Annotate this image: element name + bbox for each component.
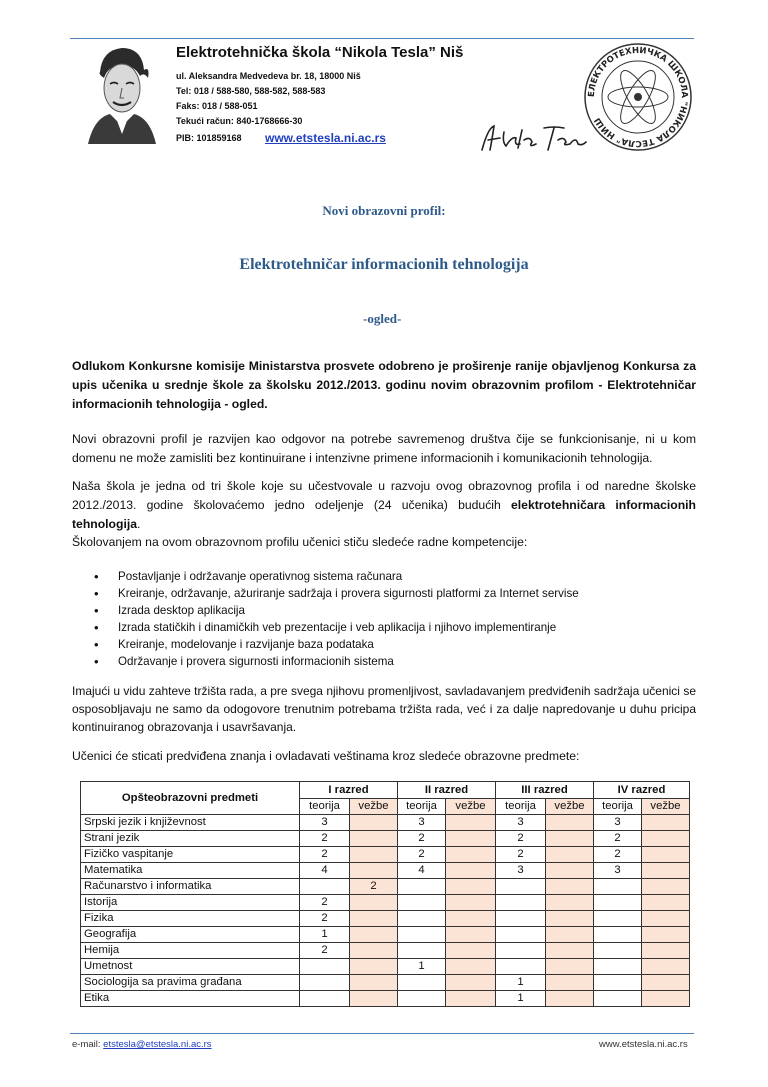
practice-hours-cell — [350, 863, 398, 879]
footer-email — [72, 1039, 212, 1050]
school-name: Elektrotehnička škola “Nikola Tesla” Niš — [176, 44, 464, 61]
table-subheader-theory: teorija — [300, 799, 350, 815]
list-item: • Postavljanje i održavanje operativnog sistema računara — [72, 568, 579, 585]
theory-hours-cell — [398, 975, 446, 991]
pilot-tag: -ogled- — [363, 311, 402, 326]
practice-hours-cell — [546, 831, 594, 847]
school-website-link[interactable]: www.etstesla.ni.ac.rs — [265, 131, 386, 145]
practice-hours-cell — [350, 959, 398, 975]
practice-hours-cell — [446, 911, 496, 927]
practice-hours-cell — [350, 815, 398, 831]
theory-hours-cell: 2 — [398, 847, 446, 863]
practice-hours-cell — [546, 943, 594, 959]
theory-hours-cell: 2 — [300, 911, 350, 927]
practice-hours-cell — [642, 895, 690, 911]
tesla-signature-image — [478, 122, 590, 156]
theory-hours-cell: 3 — [398, 815, 446, 831]
practice-hours-cell — [350, 991, 398, 1007]
theory-hours-cell — [496, 943, 546, 959]
practice-hours-cell — [446, 991, 496, 1007]
theory-hours-cell — [594, 943, 642, 959]
practice-hours-cell — [546, 815, 594, 831]
table-row — [81, 831, 690, 847]
theory-hours-cell — [594, 991, 642, 1007]
table-row — [81, 943, 690, 959]
table-header-subjects: Opšteobrazovni predmeti — [81, 782, 300, 815]
theory-hours-cell: 2 — [300, 895, 350, 911]
paragraph-competencies-intro: Školovanjem na ovom obrazovnom profilu učenici stiču sledeće radne kompetencije: — [72, 535, 528, 549]
practice-hours-cell — [350, 831, 398, 847]
list-item: • Izrada desktop aplikacija — [72, 602, 579, 619]
theory-hours-cell: 2 — [300, 943, 350, 959]
practice-hours-cell — [446, 815, 496, 831]
theory-hours-cell — [496, 911, 546, 927]
theory-hours-cell: 2 — [496, 831, 546, 847]
practice-hours-cell — [642, 831, 690, 847]
table-row — [81, 847, 690, 863]
table-subheader-practice: vežbe — [642, 799, 690, 815]
theory-hours-cell: 3 — [300, 815, 350, 831]
practice-hours-cell — [546, 895, 594, 911]
practice-hours-cell — [446, 847, 496, 863]
practice-hours-cell — [546, 863, 594, 879]
p3-text-after: . — [137, 517, 141, 531]
theory-hours-cell: 1 — [496, 991, 546, 1007]
subtitle-new-profile: Novi obrazovni profil: — [322, 203, 446, 218]
theory-hours-cell — [594, 895, 642, 911]
practice-hours-cell — [446, 927, 496, 943]
header-rule — [70, 38, 694, 39]
practice-hours-cell — [546, 975, 594, 991]
theory-hours-cell — [496, 895, 546, 911]
paragraph-announcement: Odlukom Konkursne komisije Ministarstva prosvete odobreno je proširenje ranije objavljenog Konkursa za upis učenika u srednje škole za školsku 2012./2013. godinu novim obrazovnim profilom - Elektrotehničar informacionih tehnologija - ogled. — [72, 359, 696, 411]
practice-hours-cell — [446, 879, 496, 895]
theory-hours-cell — [398, 911, 446, 927]
theory-hours-cell — [594, 975, 642, 991]
school-account: Tekući račun: 840-1768666-30 — [176, 116, 303, 126]
practice-hours-cell — [642, 847, 690, 863]
subjects-table — [80, 781, 690, 1007]
table-row — [81, 991, 690, 1007]
theory-hours-cell: 3 — [594, 815, 642, 831]
theory-hours-cell: 2 — [300, 831, 350, 847]
footer-rule — [70, 1033, 694, 1034]
theory-hours-cell: 1 — [496, 975, 546, 991]
theory-hours-cell: 3 — [496, 815, 546, 831]
subject-name: Hemija — [81, 943, 300, 959]
theory-hours-cell — [398, 991, 446, 1007]
list-item: • Kreiranje, održavanje, ažuriranje sadržaja i provera sigurnosti platformi za Internet servise — [72, 585, 579, 602]
theory-hours-cell: 2 — [594, 831, 642, 847]
theory-hours-cell — [594, 959, 642, 975]
subject-name: Etika — [81, 991, 300, 1007]
table-subheader-practice: vežbe — [446, 799, 496, 815]
practice-hours-cell — [446, 943, 496, 959]
practice-hours-cell — [642, 975, 690, 991]
theory-hours-cell — [398, 895, 446, 911]
table-row — [81, 927, 690, 943]
subject-name: Računarstvo i informatika — [81, 879, 300, 895]
table-header-year-3: III razred — [496, 782, 594, 799]
footer-email-link[interactable]: etstesla@etstesla.ni.ac.rs — [103, 1039, 212, 1050]
subject-name: Fizika — [81, 911, 300, 927]
practice-hours-cell — [546, 911, 594, 927]
practice-hours-cell — [546, 927, 594, 943]
subject-name: Srpski jezik i književnost — [81, 815, 300, 831]
practice-hours-cell — [350, 847, 398, 863]
paragraph-profile-purpose: Novi obrazovni profil je razvijen kao odgovor na potrebe savremenog društva čije se funkcionisanje, ni u kom domenu ne može zamisliti bez kontinuirane i intenzivne primene informacionih i komunikacionih tehnologija. — [72, 432, 696, 465]
practice-hours-cell — [446, 975, 496, 991]
theory-hours-cell: 2 — [594, 847, 642, 863]
subject-name: Umetnost — [81, 959, 300, 975]
list-item: • Kreiranje, modelovanje i razvijanje baza podataka — [72, 636, 579, 653]
theory-hours-cell — [496, 879, 546, 895]
subject-name: Sociologija sa pravima građana — [81, 975, 300, 991]
theory-hours-cell — [300, 991, 350, 1007]
theory-hours-cell — [398, 879, 446, 895]
theory-hours-cell: 3 — [496, 863, 546, 879]
theory-hours-cell — [300, 879, 350, 895]
theory-hours-cell — [300, 959, 350, 975]
theory-hours-cell — [594, 879, 642, 895]
practice-hours-cell — [446, 959, 496, 975]
theory-hours-cell — [594, 927, 642, 943]
table-row — [81, 815, 690, 831]
table-header-year-4: IV razred — [594, 782, 690, 799]
practice-hours-cell — [350, 927, 398, 943]
practice-hours-cell — [642, 943, 690, 959]
theory-hours-cell: 4 — [398, 863, 446, 879]
table-row — [81, 959, 690, 975]
table-subheader-practice: vežbe — [350, 799, 398, 815]
table-row — [81, 895, 690, 911]
practice-hours-cell — [642, 863, 690, 879]
table-row — [81, 975, 690, 991]
profile-title: Elektrotehničar informacionih tehnologija — [239, 256, 529, 273]
practice-hours-cell — [446, 895, 496, 911]
paragraph-school-participation — [72, 477, 696, 534]
theory-hours-cell — [594, 911, 642, 927]
p3-bold-profile: elektrotehničara informacionih tehnologija — [72, 498, 696, 531]
practice-hours-cell — [642, 879, 690, 895]
school-seal-logo — [582, 42, 694, 152]
footer-email-label: e-mail: — [72, 1039, 104, 1050]
subject-name: Fizičko vaspitanje — [81, 847, 300, 863]
footer-website[interactable]: www.etstesla.ni.ac.rs — [599, 1039, 688, 1050]
table-header-year-2: II razred — [398, 782, 496, 799]
theory-hours-cell: 3 — [594, 863, 642, 879]
subject-name: Strani jezik — [81, 831, 300, 847]
p3-text-before: Naša škola je jedna od tri škole koje su učestvovale u razvoju ovog obrazovnog profila i od naredne školske 2012./2013. godine školovaćemo jedno odeljenje (24 učenika) budućih — [72, 479, 696, 512]
theory-hours-cell: 1 — [398, 959, 446, 975]
practice-hours-cell — [546, 879, 594, 895]
practice-hours-cell — [642, 959, 690, 975]
list-item: • Održavanje i provera sigurnosti informacionih sistema — [72, 653, 579, 670]
svg-text:ЕЛЕКТРОТЕХНИЧКА ШКОЛА "НИКОЛА: ЕЛЕКТРОТЕХНИЧКА ШКОЛА "НИКОЛА ТЕСЛА" НИШ — [586, 45, 690, 149]
theory-hours-cell — [496, 959, 546, 975]
theory-hours-cell — [300, 975, 350, 991]
subject-name: Matematika — [81, 863, 300, 879]
practice-hours-cell — [446, 831, 496, 847]
practice-hours-cell — [642, 815, 690, 831]
table-subheader-theory: teorija — [594, 799, 642, 815]
table-subheader-theory: teorija — [398, 799, 446, 815]
theory-hours-cell: 4 — [300, 863, 350, 879]
school-fax: Faks: 018 / 588-051 — [176, 101, 258, 111]
paragraph-labor-market: Imajući u vidu zahteve tržišta rada, a pre svega njihovu promenljivost, savladavanjem predviđenih sadržaja učenici se osposobljavaju ne samo da odogovore trenutnim potrebama tržišta rada, već i za dalje napredovanje u duhu pricipa kontinuiranog obrazovanja i usavršavanja. — [72, 684, 696, 734]
theory-hours-cell — [398, 943, 446, 959]
table-row — [81, 879, 690, 895]
practice-hours-cell — [350, 943, 398, 959]
list-item: • Izrada statičkih i dinamičkih veb prezentacije i veb aplikacija i njihovo implementiranje — [72, 619, 579, 636]
practice-hours-cell — [642, 927, 690, 943]
tesla-portrait-image — [80, 42, 162, 144]
table-subheader-practice: vežbe — [546, 799, 594, 815]
subject-name: Geografija — [81, 927, 300, 943]
theory-hours-cell — [398, 927, 446, 943]
theory-hours-cell: 2 — [496, 847, 546, 863]
table-row — [81, 911, 690, 927]
practice-hours-cell — [446, 863, 496, 879]
table-subheader-theory: teorija — [496, 799, 546, 815]
school-address: ul. Aleksandra Medvedeva br. 18, 18000 Niš — [176, 71, 361, 81]
competency-list — [72, 568, 579, 670]
practice-hours-cell — [546, 959, 594, 975]
theory-hours-cell: 1 — [300, 927, 350, 943]
theory-hours-cell: 2 — [398, 831, 446, 847]
paragraph-subjects-intro: Učenici će sticati predviđena znanja i ovladavati veštinama kroz sledeće obrazovne predmete: — [72, 749, 580, 763]
subject-name: Istorija — [81, 895, 300, 911]
table-row — [81, 863, 690, 879]
practice-hours-cell — [546, 991, 594, 1007]
theory-hours-cell — [496, 927, 546, 943]
practice-hours-cell — [350, 895, 398, 911]
school-phone: Tel: 018 / 588-580, 588-582, 588-583 — [176, 86, 326, 96]
table-header-year-1: I razred — [300, 782, 398, 799]
practice-hours-cell: 2 — [350, 879, 398, 895]
theory-hours-cell: 2 — [300, 847, 350, 863]
practice-hours-cell — [350, 975, 398, 991]
practice-hours-cell — [350, 911, 398, 927]
practice-hours-cell — [642, 911, 690, 927]
practice-hours-cell — [642, 991, 690, 1007]
practice-hours-cell — [546, 847, 594, 863]
school-pib: PIB: 101859168 — [176, 133, 242, 143]
